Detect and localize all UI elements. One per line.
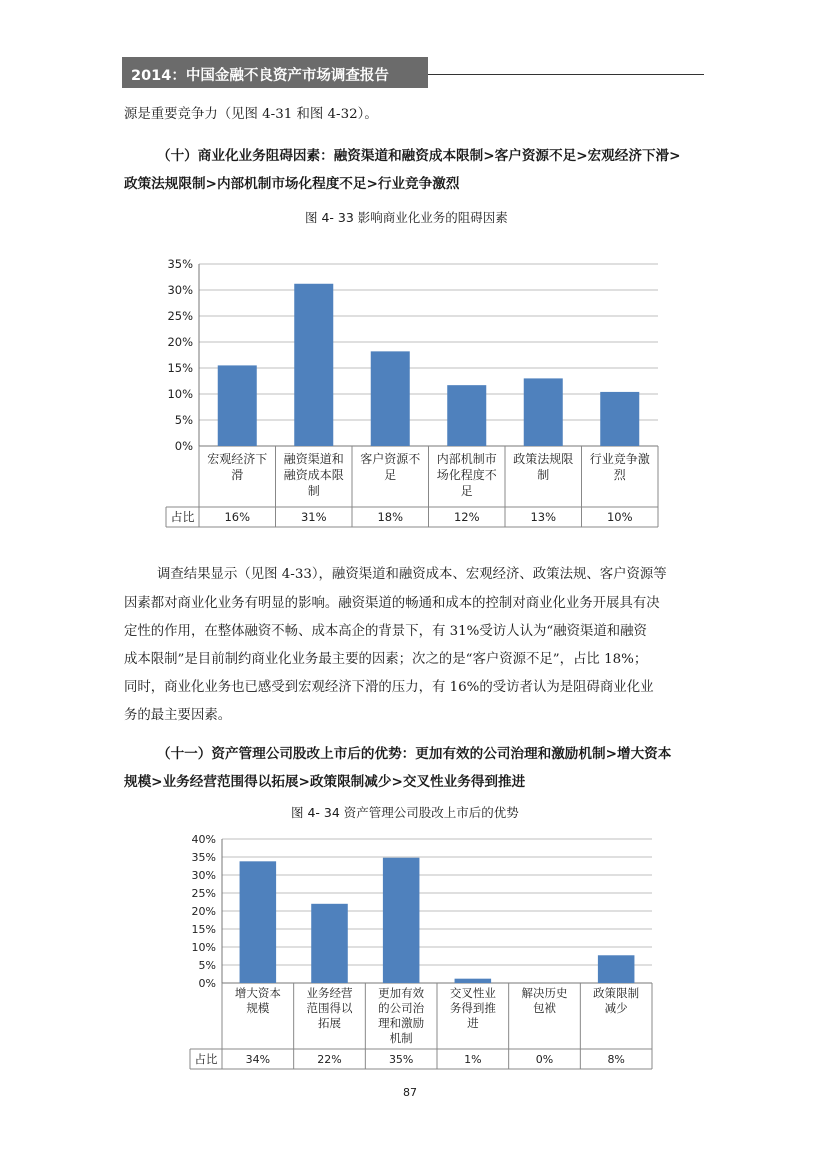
category-label: 范围得以	[306, 1001, 353, 1015]
body-line-1: 调查结果显示（见图 4-33），融资渠道和融资成本、宏观经济、政策法规、客户资源等	[157, 567, 667, 582]
data-label: 8%	[607, 1053, 625, 1066]
y-tick-label: 20%	[191, 905, 216, 918]
report-title: 2014：中国金融不良资产市场调查报告	[131, 68, 389, 84]
category-label: 宏观经济下	[207, 452, 268, 466]
intro-paragraph-tail: 源是重要竞争力（见图 4-31 和图 4-32）。	[124, 107, 378, 122]
category-label: 减少	[604, 1001, 628, 1015]
category-label: 场化程度不	[436, 468, 497, 482]
data-label: 31%	[300, 510, 327, 524]
category-label: 务得到推	[449, 1001, 496, 1015]
data-label: 35%	[388, 1053, 414, 1066]
page-number: 87	[403, 1086, 417, 1099]
bar	[294, 284, 333, 446]
bar	[455, 979, 492, 983]
y-tick-label: 30%	[191, 869, 216, 882]
figure-4-34-caption: 图 4- 34 资产管理公司股改上市后的优势	[291, 805, 519, 820]
y-tick-label: 30%	[167, 283, 193, 297]
data-label: 10%	[606, 510, 633, 524]
category-label: 政策法规限	[513, 452, 574, 466]
bar	[383, 858, 420, 983]
category-label: 交叉性业	[449, 986, 496, 1000]
y-tick-label: 5%	[198, 959, 216, 972]
y-tick-label: 10%	[167, 387, 193, 401]
y-tick-label: 5%	[174, 413, 193, 427]
figure-4-33-chart	[160, 250, 670, 535]
data-label: 16%	[224, 510, 251, 524]
bar	[524, 378, 563, 446]
category-label: 足	[460, 484, 473, 498]
y-tick-label: 20%	[167, 335, 193, 349]
y-tick-label: 25%	[191, 887, 216, 900]
bar	[598, 955, 635, 983]
figure-4-34-chart	[176, 828, 666, 1078]
bar	[447, 385, 486, 446]
data-label: 34%	[245, 1053, 271, 1066]
data-label: 18%	[377, 510, 404, 524]
body-line-2: 因素都对商业化业务有明显的影响。融资渠道的畅通和成本的控制对商业化业务开展具有决	[124, 596, 660, 611]
category-label: 滑	[231, 468, 244, 482]
body-line-3: 定性的作用，在整体融资不畅、成本高企的背景下，有 31%受访人认为“融资渠道和融资	[124, 624, 647, 639]
bar	[240, 861, 277, 983]
y-tick-label: 25%	[167, 309, 193, 323]
body-line-6: 务的最主要因素。	[124, 708, 232, 723]
category-label: 增大资本	[234, 986, 281, 1000]
category-label: 解决历史	[521, 986, 568, 1000]
category-label: 内部机制市	[436, 452, 497, 466]
y-tick-label: 35%	[167, 257, 193, 271]
y-tick-label: 10%	[191, 941, 216, 954]
section-10-heading-line-2: 政策法规限制>内部机制市场化程度不足>行业竞争激烈	[124, 176, 460, 192]
bar	[371, 351, 410, 446]
bar	[311, 904, 348, 983]
category-label: 烈	[613, 468, 626, 482]
y-tick-label: 15%	[167, 361, 193, 375]
category-label: 包袱	[533, 1001, 556, 1015]
data-label: 12%	[453, 510, 480, 524]
section-11-heading-line-1: （十一）资产管理公司股改上市后的优势：更加有效的公司治理和激励机制>增大资本	[157, 746, 672, 762]
section-10-heading-line-1: （十）商业化业务阻碍因素：融资渠道和融资成本限制>客户资源不足>宏观经济下滑>	[157, 148, 681, 164]
category-label: 足	[384, 468, 397, 482]
body-line-4: 成本限制”是目前制约商业化业务最主要的因素；次之的是“客户资源不足”，占比 18%；	[124, 652, 648, 667]
data-table-row-label: 占比	[194, 1052, 218, 1066]
category-label: 业务经营	[306, 986, 353, 1000]
y-tick-label: 15%	[191, 923, 216, 936]
category-label: 更加有效	[378, 986, 425, 1000]
y-tick-label: 35%	[191, 851, 216, 864]
bar	[218, 365, 257, 446]
section-11-heading-line-2: 规模>业务经营范围得以拓展>政策限制减少>交叉性业务得到推进	[124, 774, 526, 790]
category-label: 行业竞争激	[589, 452, 650, 466]
data-table-row-label: 占比	[170, 510, 195, 524]
body-line-5: 同时，商业化业务也已感受到宏观经济下滑的压力，有 16%的受访者认为是阻碍商业化业	[124, 680, 654, 695]
category-label: 制	[307, 484, 320, 498]
y-tick-label: 0%	[198, 977, 216, 990]
category-label: 进	[467, 1016, 479, 1030]
category-label: 拓展	[318, 1016, 341, 1030]
category-label: 客户资源不	[360, 452, 421, 466]
category-label: 机制	[389, 1031, 413, 1045]
category-label: 制	[537, 468, 550, 482]
category-label: 融资渠道和	[283, 452, 344, 466]
bar	[600, 392, 639, 446]
category-label: 政策限制	[593, 986, 640, 1000]
data-label: 13%	[530, 510, 557, 524]
header-rule	[428, 74, 704, 75]
category-label: 融资成本限	[283, 468, 344, 482]
figure-4-33-caption: 图 4- 33 影响商业化业务的阻碍因素	[305, 210, 508, 225]
data-label: 1%	[464, 1053, 482, 1066]
category-label: 规模	[246, 1001, 270, 1015]
category-label: 理和激励	[378, 1016, 425, 1030]
y-tick-label: 40%	[191, 833, 216, 846]
data-label: 22%	[317, 1053, 342, 1066]
category-label: 的公司治	[378, 1001, 425, 1015]
data-label: 0%	[535, 1053, 554, 1066]
y-tick-label: 0%	[174, 439, 193, 453]
